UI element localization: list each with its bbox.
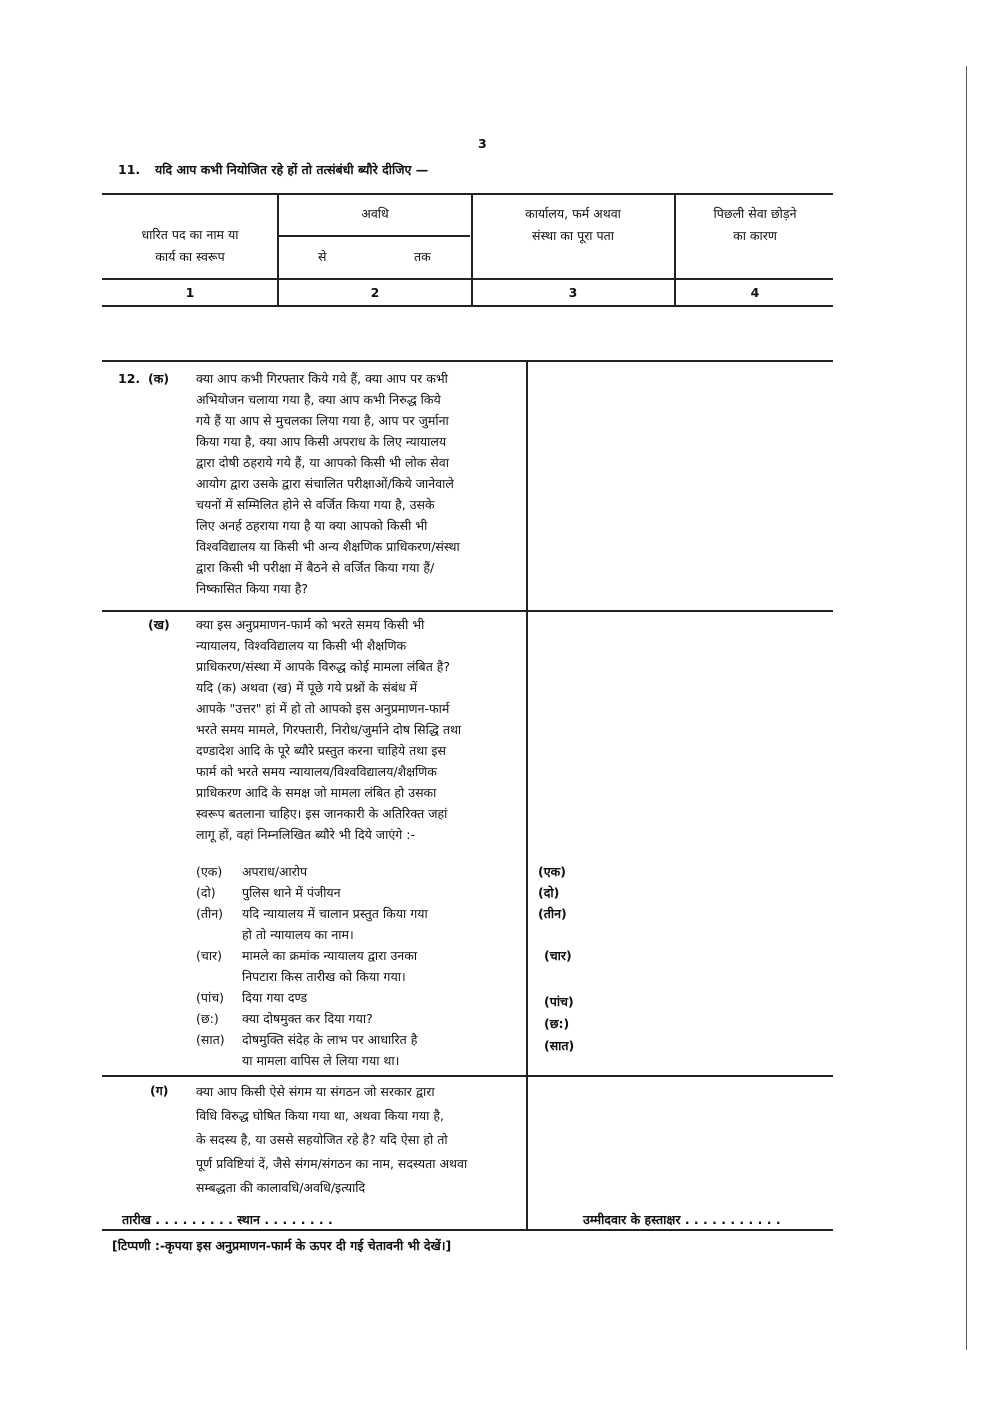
q12b-label: (ख) [148, 617, 170, 632]
col-number-3: 3 [568, 285, 578, 300]
q12a-line: आयोग द्वारा उसके द्वारा संचालित परीक्षाओं/किये जानेवाले [196, 476, 454, 491]
subitem-7 [196, 1029, 428, 1050]
signature-field: उम्मीदवार के हस्ताक्षर . . . . . . . . . . . [583, 1212, 781, 1227]
col3-header-line2: संस्था का पूरा पता [532, 228, 614, 243]
q12b-bottom-rule [102, 1075, 833, 1077]
date-place-field: तारीख . . . . . . . . . स्थान . . . . . . . . [122, 1212, 333, 1227]
answer-label-2: (दो) [538, 885, 560, 900]
q12c-line: क्या आप किसी ऐसे संगम या संगठन जो सरकार द्वारा [196, 1084, 435, 1099]
answer-label-7: (सात) [544, 1038, 575, 1053]
q12c-line: पूर्ण प्रविष्टियां दें, जैसे संगम/संगठन का नाम, सदस्यता अथवा [196, 1156, 468, 1171]
q12c-line: सम्बद्धता की कालावधि/अवधि/इत्यादि [196, 1180, 366, 1195]
subitem-label: (तीन) [196, 906, 224, 921]
subitem-4 [196, 945, 428, 966]
col2-to: तक [414, 249, 431, 264]
page-edge-line [966, 66, 967, 1350]
q12b-line: दण्डादेश आदि के पूरे ब्यौरे प्रस्तुत करना चाहिये तथा इस [196, 743, 446, 758]
q12a-line: लिए अनर्ह ठहराया गया है या क्या आपको किसी भी [196, 518, 428, 533]
subitem-text: निपटारा किस तारीख को किया गया। [242, 969, 406, 984]
note: [टिप्पणी :-कृपया इस अनुप्रमाणन-फार्म के ऊपर दी गई चेतावनी भी देखें।] [112, 1238, 452, 1253]
q12b-line: स्वरूप बतलाना चाहिए। इस जानकारी के अतिरिक्त जहां [196, 806, 448, 821]
col-divider-2 [471, 194, 473, 306]
col1-header-line2: कार्य का स्वरूप [155, 249, 225, 264]
subitem-3 [196, 903, 428, 924]
q12b-line: लागू हों, वहां निम्नलिखित ब्यौरे भी दिये जाएंगे :- [196, 827, 415, 842]
subitem-label: (दो) [196, 885, 216, 900]
answer-label-5: (पांच) [544, 994, 574, 1009]
q12a-text [196, 368, 460, 599]
col4-header-line1: पिछली सेवा छोड़ने [713, 206, 797, 221]
col-divider-1 [277, 194, 279, 306]
q12-top-rule [102, 360, 833, 362]
subitem-text: दोषमुक्ति संदेह के लाभ पर आधारित है [242, 1032, 418, 1047]
q12b-line: क्या इस अनुप्रमाणन-फार्म को भरते समय किसी भी [196, 617, 425, 632]
q12c-label: (ग) [150, 1083, 169, 1098]
col2-header: अवधि [361, 206, 389, 221]
col-divider-3 [674, 194, 676, 306]
col3-header-line1: कार्यालय, फर्म अथवा [525, 206, 621, 221]
q12b-line: यदि (क) अथवा (ख) में पूछे गये प्रश्नों के संबंध में [196, 680, 418, 695]
q12b-line: आपके "उत्तर" हां में हो तो आपको इस अनुप्रमाणन-फार्म [196, 701, 450, 716]
q12a-bottom-rule [102, 610, 833, 612]
answer-label-6: (छ:) [544, 1016, 570, 1031]
table-header-rule [102, 278, 833, 280]
subitem-5 [196, 987, 428, 1008]
q12a-line: द्वारा दोषी ठहराये गये हैं, या आपको किसी भी लोक सेवा [196, 455, 449, 470]
col2-from: से [318, 249, 327, 264]
subitem-7-cont [196, 1050, 428, 1071]
q12a-line: गये हैं या आप से मुचलका लिया गया है, आप पर जुर्माना [196, 413, 449, 428]
subitem-text: यदि न्यायालय में चालान प्रस्तुत किया गया [242, 906, 428, 921]
q12b-line: प्राधिकरण/संस्था में आपके विरुद्ध कोई मामला लंबित है? [196, 659, 451, 674]
subitem-label: (पांच) [196, 990, 225, 1005]
q12b-text [196, 614, 461, 845]
table-top-rule [102, 193, 833, 195]
col-number-2: 2 [370, 285, 380, 300]
q12-number: 12. [118, 371, 141, 386]
q12a-line: चयनों में सम्मिलित होने से वर्जित किया गया है, उसके [196, 497, 435, 512]
q12b-line: प्राधिकरण आदि के समक्ष जो मामला लंबित हो उसका [196, 785, 437, 800]
q12a-line: द्वारा किसी भी परीक्षा में बैठने से वर्जित किया गया हैं/ [196, 560, 435, 575]
q12b-line: फार्म को भरते समय न्यायालय/विश्वविद्यालय/शैक्षणिक [196, 764, 437, 779]
q12a-line: क्या आप कभी गिरफ्तार किये गये हैं, क्या आप पर कभी [196, 371, 448, 386]
subitem-text: मामले का क्रमांक न्यायालय द्वारा उनका [242, 948, 418, 963]
col-number-1: 1 [185, 285, 195, 300]
subitem-3-cont [196, 924, 428, 945]
q11-number: 11. [118, 162, 141, 177]
q12a-line: अभियोजन चलाया गया है, क्या आप कभी निरुद्ध किये [196, 392, 441, 407]
page-number: 3 [478, 136, 487, 151]
subitem-4-cont [196, 966, 428, 987]
q12b-subitems [196, 861, 428, 1071]
q12b-line: न्यायालय, विश्वविद्यालय या किसी भी शैक्षणिक [196, 638, 407, 653]
subitem-text: अपराध/आरोप [242, 864, 308, 879]
subitem-text: हो तो न्यायालय का नाम। [242, 927, 354, 942]
col-number-4: 4 [750, 285, 760, 300]
subitem-text: पुलिस थाने में पंजीयन [242, 885, 341, 900]
q12b-line: भरते समय मामले, गिरफ्तारी, निरोध/जुर्माने दोष सिद्धि तथा [196, 722, 462, 737]
answer-label-4: (चार) [544, 948, 572, 963]
q12c-text [196, 1080, 467, 1200]
answer-label-3: (तीन) [538, 906, 567, 921]
subitem-label: (सात) [196, 1032, 225, 1047]
subitem-1 [196, 861, 428, 882]
q12a-label: (क) [148, 371, 170, 386]
q12a-line: विश्वविद्यालय या किसी भी अन्य शैक्षणिक प्राधिकरण/संस्था [196, 539, 460, 554]
period-split-rule [278, 235, 470, 237]
subitem-6 [196, 1008, 428, 1029]
subitem-text: दिया गया दण्ड [242, 990, 308, 1005]
q12c-line: के सदस्य है, या उससे सहयोजित रहे है? यदि ऐसा हो तो [196, 1132, 448, 1147]
subitem-label: (चार) [196, 948, 223, 963]
answer-column-divider [526, 361, 528, 1231]
subitem-label: (एक) [196, 864, 223, 879]
subitem-label: (छ:) [196, 1011, 219, 1026]
answer-label-1: (एक) [538, 864, 566, 879]
col4-header-line2: का कारण [733, 228, 777, 243]
subitem-text: या मामला वापिस ले लिया गया था। [242, 1053, 400, 1068]
q12c-line: विधि विरुद्ध घोषित किया गया था, अथवा किया गया है, [196, 1108, 444, 1123]
q11-text: यदि आप कभी नियोजित रहे हों तो तत्संबंधी ब्यौरे दीजिए — [155, 162, 429, 177]
subitem-2 [196, 882, 428, 903]
table-bottom-rule [102, 305, 833, 307]
q12a-line: किया गया है, क्या आप किसी अपराध के लिए न्यायालय [196, 434, 447, 449]
q12a-line: निष्कासित किया गया है? [196, 581, 309, 596]
subitem-text: क्या दोषमुक्त कर दिया गया? [242, 1011, 373, 1026]
col1-header-line1: धारित पद का नाम या [141, 227, 239, 242]
